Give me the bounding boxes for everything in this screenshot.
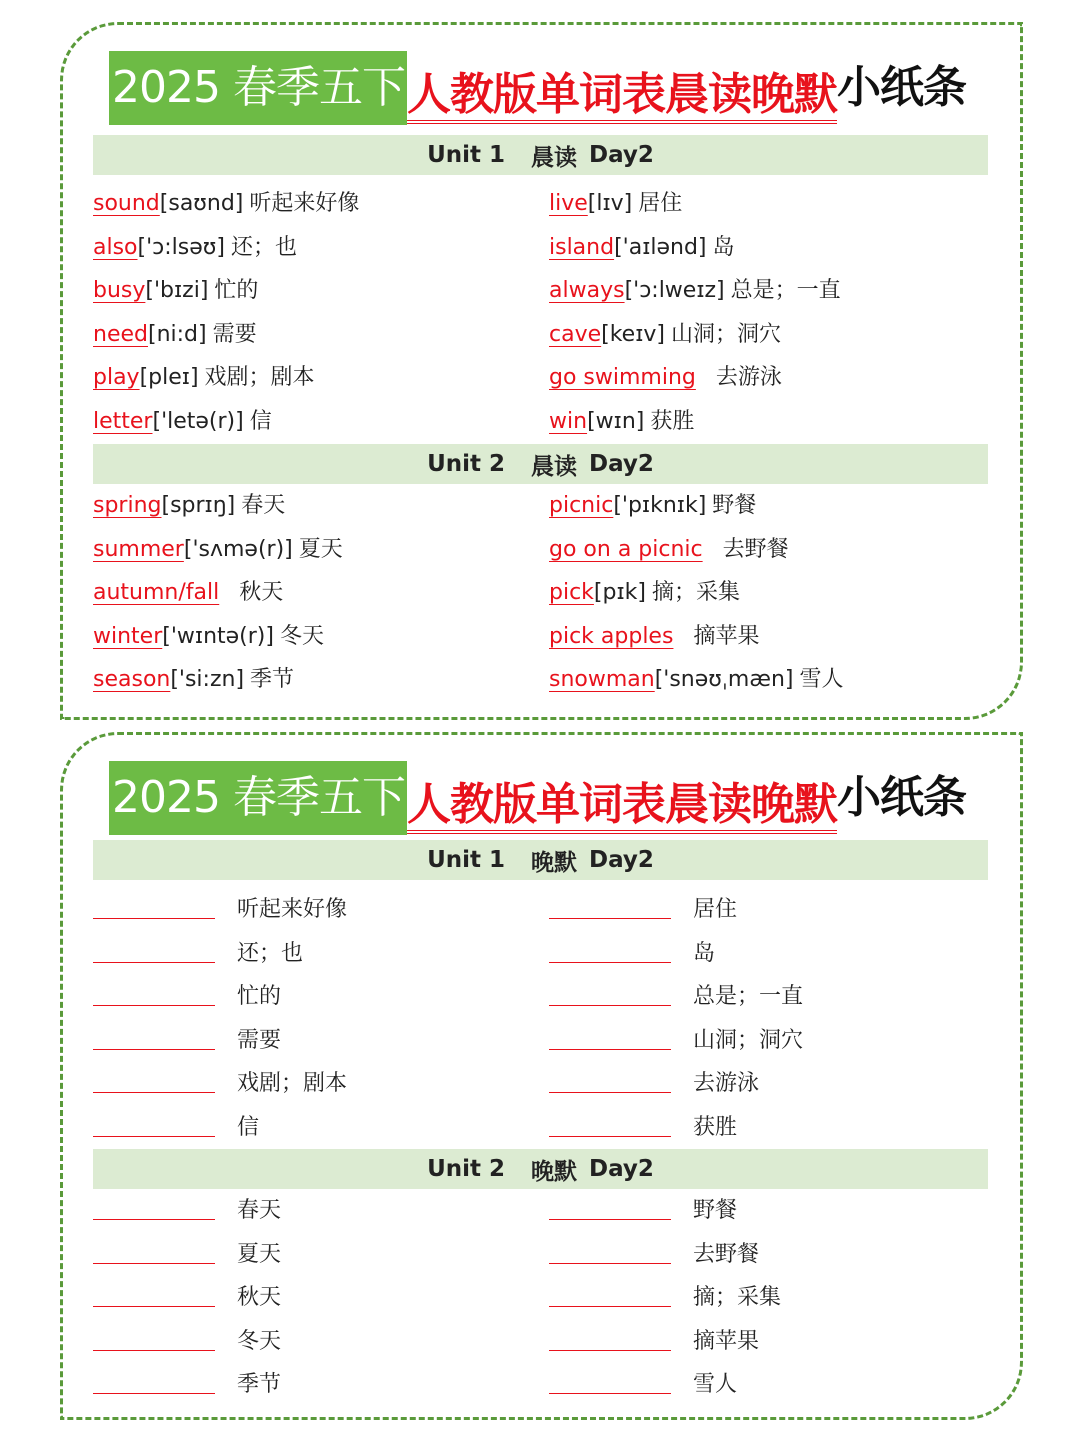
answer-blank-line [549, 1350, 671, 1351]
answer-blank-line [93, 1393, 215, 1394]
chinese-meaning: 季节 [250, 667, 295, 693]
chinese-meaning: 夏天 [298, 536, 343, 562]
chinese-meaning: 戏剧；剧本 [237, 1071, 348, 1097]
english-word: live [549, 191, 588, 216]
vocab-row [63, 484, 1023, 528]
card-title [109, 51, 966, 125]
vocab-row [63, 226, 1023, 270]
vocab-row [63, 400, 1023, 444]
dictation-row [63, 932, 1023, 976]
chinese-meaning: 获胜 [693, 1115, 738, 1140]
vocab-entry [549, 658, 844, 702]
vocab-entry [549, 528, 789, 572]
vocab-entry [549, 356, 782, 400]
answer-blank-line [93, 962, 215, 963]
answer-blank-line [93, 1049, 215, 1050]
vocab-entry [93, 356, 315, 400]
phonetic: [saʊnd] [159, 191, 244, 216]
vocab-entry [549, 269, 841, 313]
chinese-meaning: 还；也 [237, 940, 304, 966]
answer-blank-line [93, 1005, 215, 1006]
vocab-entry [93, 182, 359, 226]
dictation-row [63, 1019, 1023, 1063]
vocab-entry [549, 226, 735, 270]
english-word: cave [549, 321, 602, 347]
english-word: autumn/fall [93, 580, 220, 606]
title-season: 2025 春季五下 [109, 51, 407, 125]
chinese-meaning: 摘；采集 [693, 1285, 782, 1311]
chinese-meaning: 春天 [237, 1198, 282, 1223]
vocab-entry [93, 571, 283, 615]
chinese-meaning: 去游泳 [715, 365, 782, 391]
title-edition: 人教版单词表晨读晚默 [407, 52, 837, 124]
chinese-meaning: 冬天 [237, 1328, 282, 1354]
chinese-meaning: 春天 [241, 493, 286, 518]
chinese-meaning: 听起来好像 [237, 897, 348, 922]
english-word: winter [93, 623, 163, 649]
day-label: Day2 [589, 451, 654, 477]
chinese-meaning: 野餐 [712, 493, 757, 518]
answer-blank-line [549, 1136, 671, 1137]
unit2-header-band [93, 444, 988, 484]
vocab-entry [93, 658, 294, 702]
chinese-meaning: 秋天 [239, 580, 284, 606]
phonetic: [sprɪŋ] [161, 493, 236, 518]
english-word: also [93, 234, 138, 260]
answer-blank-line [93, 1306, 215, 1307]
phonetic: ['letə(r)] [152, 409, 244, 434]
answer-blank-line [549, 1049, 671, 1050]
evening-dictation-card [60, 732, 1023, 1420]
chinese-meaning: 需要 [237, 1027, 282, 1053]
unit-label: Unit 1 [427, 847, 506, 873]
chinese-meaning: 冬天 [279, 623, 324, 649]
english-word: island [549, 234, 615, 260]
mode-label: 晨读 [531, 144, 578, 171]
chinese-meaning: 摘苹果 [693, 623, 760, 649]
chinese-meaning: 山洞；洞穴 [671, 321, 782, 347]
phonetic: ['si:zn] [170, 667, 245, 693]
english-word: pick apples [549, 623, 674, 649]
title-edition: 人教版单词表晨读晚默 [407, 762, 837, 834]
vocab-row [63, 182, 1023, 226]
dictation-row [63, 1320, 1023, 1364]
dictation-row [63, 1189, 1023, 1233]
unit2-header-band [93, 1149, 988, 1189]
phonetic: ['sʌmə(r)] [183, 536, 293, 562]
english-word: spring [93, 493, 162, 518]
english-word: go swimming [549, 365, 696, 391]
answer-blank-line [93, 1350, 215, 1351]
chinese-meaning: 雪人 [693, 1372, 738, 1398]
chinese-meaning: 获胜 [650, 409, 695, 434]
title-season: 2025 春季五下 [109, 761, 407, 835]
dictation-row [63, 1062, 1023, 1106]
chinese-meaning: 去野餐 [722, 536, 789, 562]
vocab-row [63, 313, 1023, 357]
english-word: need [93, 321, 148, 347]
english-word: win [549, 409, 588, 434]
dictation-row [63, 1233, 1023, 1277]
mode-label: 晚默 [531, 849, 578, 876]
answer-blank-line [93, 918, 215, 919]
dictation-row [63, 1363, 1023, 1407]
chinese-meaning: 秋天 [237, 1285, 282, 1311]
phonetic: [wɪn] [587, 409, 645, 434]
phonetic: [pleɪ] [139, 365, 199, 391]
answer-blank-line [93, 1219, 215, 1220]
english-word: season [93, 667, 171, 693]
chinese-meaning: 信 [249, 409, 272, 434]
phonetic: ['aɪlənd] [614, 234, 707, 260]
morning-reading-card [60, 22, 1023, 720]
chinese-meaning: 听起来好像 [249, 191, 360, 216]
chinese-meaning: 摘苹果 [693, 1328, 760, 1354]
answer-blank-line [549, 1393, 671, 1394]
vocab-entry [549, 400, 694, 444]
chinese-meaning: 信 [237, 1115, 260, 1140]
mode-label: 晨读 [531, 453, 578, 480]
english-word: always [549, 278, 625, 304]
answer-blank-line [93, 1136, 215, 1137]
chinese-meaning: 戏剧；剧本 [204, 365, 315, 391]
phonetic: [ni:d] [147, 321, 207, 347]
english-word: summer [93, 536, 184, 562]
mode-label: 晚默 [531, 1158, 578, 1185]
vocab-row [63, 269, 1023, 313]
chinese-meaning: 野餐 [693, 1198, 738, 1223]
chinese-meaning: 忙的 [214, 278, 259, 304]
chinese-meaning: 山洞；洞穴 [693, 1027, 804, 1053]
dictation-row [63, 1276, 1023, 1320]
title-suffix: 小纸条 [836, 772, 966, 823]
chinese-meaning: 总是；一直 [730, 278, 841, 304]
phonetic: ['ɔ:lsəʊ] [137, 234, 225, 260]
chinese-meaning: 摘；采集 [651, 580, 740, 606]
title-suffix: 小纸条 [836, 62, 966, 113]
answer-blank-line [549, 918, 671, 919]
chinese-meaning: 岛 [712, 234, 735, 260]
vocab-entry [93, 400, 272, 444]
chinese-meaning: 需要 [212, 321, 257, 347]
unit-label: Unit 2 [427, 451, 506, 477]
english-word: go on a picnic [549, 536, 703, 562]
chinese-meaning: 去野餐 [693, 1241, 760, 1267]
vocab-row [63, 356, 1023, 400]
dictation-row [63, 888, 1023, 932]
vocab-entry [93, 226, 297, 270]
dictation-row [63, 975, 1023, 1019]
vocab-entry [549, 182, 682, 226]
phonetic: ['snəʊˌmæn] [654, 667, 794, 693]
answer-blank-line [93, 1092, 215, 1093]
english-word: picnic [549, 493, 614, 518]
chinese-meaning: 夏天 [237, 1241, 282, 1267]
answer-blank-line [549, 1092, 671, 1093]
vocab-entry [93, 528, 343, 572]
phonetic: ['pɪknɪk] [613, 493, 707, 518]
vocab-entry [93, 313, 257, 357]
vocab-entry [549, 615, 759, 659]
phonetic: [keɪv] [601, 321, 665, 347]
vocab-entry [549, 571, 740, 615]
vocab-entry [549, 313, 781, 357]
chinese-meaning: 季节 [237, 1372, 282, 1398]
phonetic: ['ɔ:lweɪz] [624, 278, 725, 304]
vocab-entry [93, 269, 258, 313]
answer-blank-line [549, 1219, 671, 1220]
unit-label: Unit 2 [427, 1156, 506, 1182]
day-label: Day2 [589, 1156, 654, 1182]
english-word: sound [93, 191, 160, 216]
vocab-row [63, 658, 1023, 702]
phonetic: [lɪv] [587, 191, 633, 216]
unit1-header-band [93, 840, 988, 880]
chinese-meaning: 总是；一直 [693, 984, 804, 1010]
answer-blank-line [549, 1005, 671, 1006]
chinese-meaning: 雪人 [799, 667, 844, 693]
vocab-row [63, 528, 1023, 572]
phonetic: [pɪk] [593, 580, 646, 606]
unit1-header-band [93, 135, 988, 175]
answer-blank-line [549, 1306, 671, 1307]
card-title [109, 761, 966, 835]
answer-blank-line [549, 962, 671, 963]
phonetic: ['wɪntə(r)] [162, 623, 274, 649]
day-label: Day2 [589, 142, 654, 168]
chinese-meaning: 居住 [638, 191, 683, 216]
english-word: play [93, 365, 140, 391]
vocab-entry [93, 615, 324, 659]
vocab-row [63, 615, 1023, 659]
vocab-entry [93, 484, 285, 528]
answer-blank-line [549, 1263, 671, 1264]
english-word: snowman [549, 667, 655, 693]
day-label: Day2 [589, 847, 654, 873]
vocab-row [63, 571, 1023, 615]
vocab-entry [549, 484, 756, 528]
english-word: busy [93, 278, 146, 304]
chinese-meaning: 居住 [693, 897, 738, 922]
chinese-meaning: 岛 [693, 940, 716, 966]
english-word: pick [549, 580, 594, 606]
chinese-meaning: 去游泳 [693, 1071, 760, 1097]
phonetic: ['bɪzi] [145, 278, 209, 304]
answer-blank-line [93, 1263, 215, 1264]
unit-label: Unit 1 [427, 142, 506, 168]
english-word: letter [93, 409, 153, 434]
chinese-meaning: 忙的 [237, 984, 282, 1010]
dictation-row [63, 1106, 1023, 1150]
chinese-meaning: 还；也 [230, 234, 297, 260]
